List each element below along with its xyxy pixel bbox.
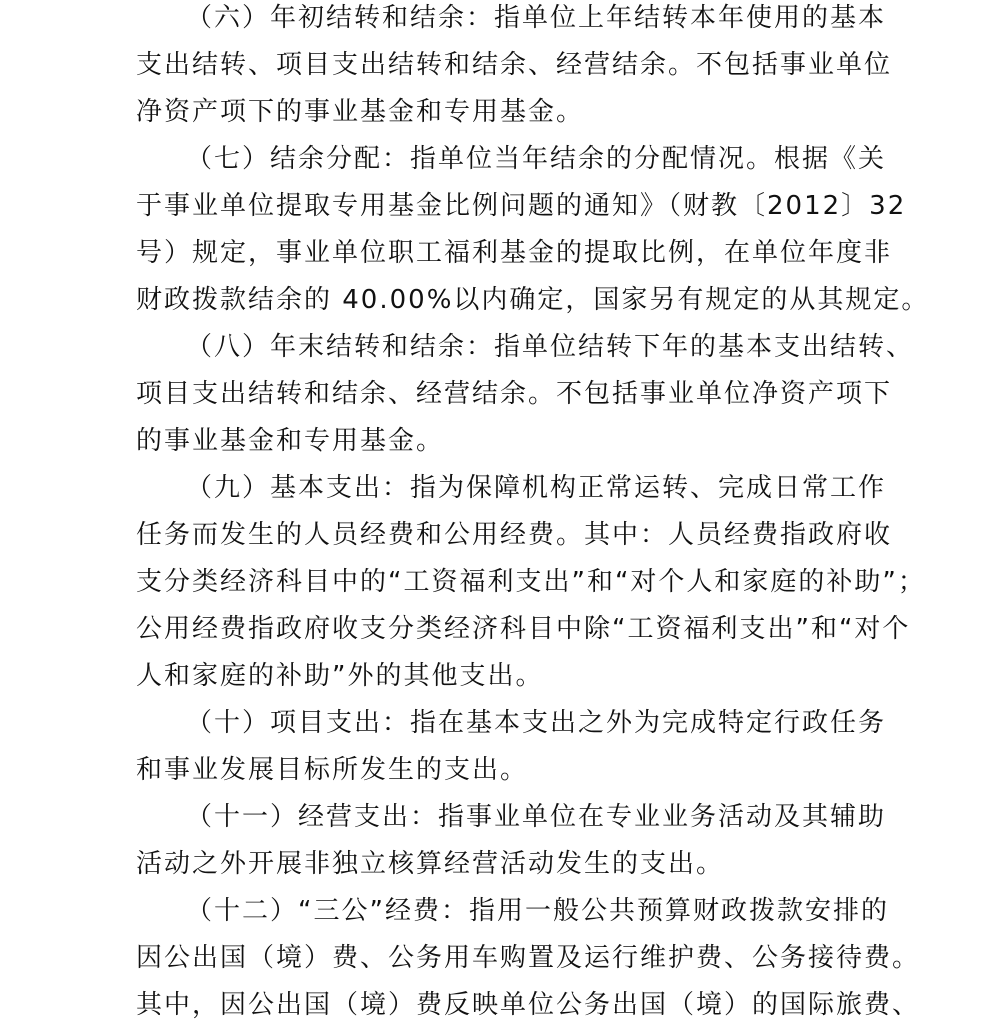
text-line: 号）规定，事业单位职工福利基金的提取比例，在单位年度非: [136, 238, 893, 268]
text-line: 和事业发展目标所发生的支出。: [136, 755, 529, 785]
text-line: 净资产项下的事业基金和专用基金。: [136, 97, 585, 127]
text-line: 因公出国（境）费、公务用车购置及运行维护费、公务接待费。: [136, 943, 921, 973]
text-line: （八）年末结转和结余：指单位结转下年的基本支出结转、: [186, 332, 915, 362]
text-line: 任务而发生的人员经费和公用经费。其中：人员经费指政府收: [136, 520, 893, 550]
text-line: 于事业单位提取专用基金比例问题的通知》（财教〔2012〕32: [136, 191, 907, 221]
text-line: （十二）“三公”经费：指用一般公共预算财政拨款安排的: [186, 896, 889, 926]
text-line: 支分类经济科目中的“工资福利支出”和“对个人和家庭的补助”；: [136, 567, 926, 597]
text-line: （十）项目支出：指在基本支出之外为完成特定行政任务: [186, 708, 887, 738]
text-line: （六）年初结转和结余：指单位上年结转本年使用的基本: [186, 3, 887, 33]
text-line: 公用经费指政府收支分类经济科目中除“工资福利支出”和“对个: [136, 614, 911, 644]
text-line: 的事业基金和专用基金。: [136, 426, 445, 456]
text-line: （十一）经营支出：指事业单位在专业业务活动及其辅助: [186, 802, 887, 832]
text-line: 其中，因公出国（境）费反映单位公务出国（境）的国际旅费、: [136, 990, 921, 1020]
text-line: 活动之外开展非独立核算经营活动发生的支出。: [136, 849, 725, 879]
text-line: 项目支出结转和结余、经营结余。不包括事业单位净资产项下: [136, 379, 893, 409]
text-line: 支出结转、项目支出结转和结余、经营结余。不包括事业单位: [136, 50, 893, 80]
text-line: 人和家庭的补助”外的其他支出。: [136, 661, 544, 691]
text-line: （七）结余分配：指单位当年结余的分配情况。根据《关: [186, 144, 887, 174]
text-line: （九）基本支出：指为保障机构正常运转、完成日常工作: [186, 473, 887, 503]
text-line: 财政拨款结余的 40.00%以内确定，国家另有规定的从其规定。: [136, 285, 930, 315]
